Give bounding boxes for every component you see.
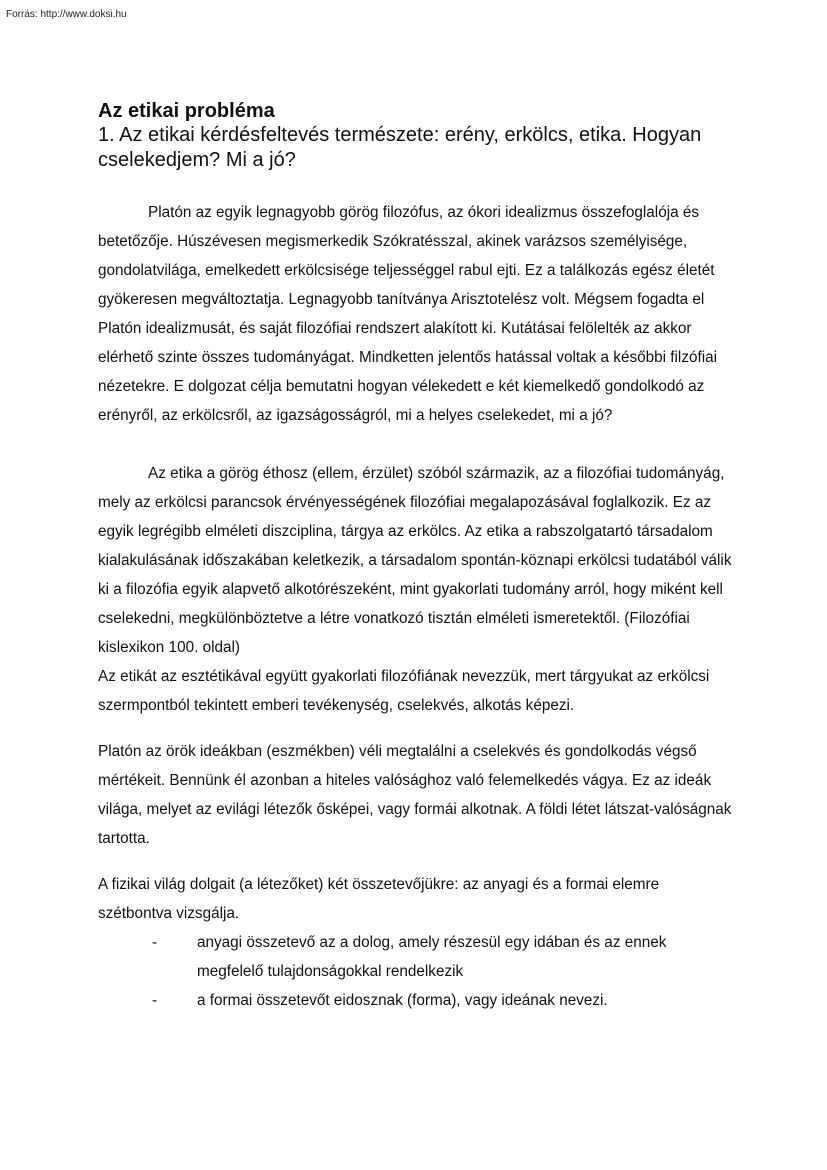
paragraph-practical-philosophy: Az etikát az esztétikával együtt gyakorlati filozófiának nevezzük, mert tárgyukat az erkölcsi szermpontból tekintett emberi tevékenység, cselekvés, alkotás képezi. — [98, 668, 710, 714]
source-line: Forrás: http://www.doksi.hu — [6, 9, 127, 20]
paragraph-plato-intro: Platón az egyik legnagyobb görög filozófus, az ókori idealizmus összefoglalója és betetőzője. Húszévesen megismerkedik Szókratésszal, akinek varázsos személyisége, gondolatvilága, emelkedett erkölcsisége teljességgel rabul ejti. Ez a találkozás egész életét gyökeresen megváltoztatja. Legnagyobb tanítványa Arisztotelész volt. Mégsem fogadta el Platón idealizmusát, és saját filozófiai rendszert alakított ki. Kutátásai felölelték az akkor elérhető szinte összes tudományágat. Mindketten jelentős hatással voltak a későbbi filzófiai nézetekre. E dolgozat célja bemutatni hogyan vélekedett e két kiemelkedő gondolkodó az erényről, az erkölcsről, az igazságosságról, mi a helyes cselekedet, mi a jó? — [98, 204, 718, 424]
component-list — [98, 928, 734, 1015]
paragraph-spacer — [98, 720, 734, 737]
list-marker: - — [152, 992, 158, 1009]
document-subtitle: 1. Az etikai kérdésfeltevés természete: erény, erkölcs, etika. Hogyan cselekedjem? Mi a jó? — [98, 124, 702, 171]
paragraph-ideas: Platón az örök ideákban (eszmékben) véli megtalálni a cselekvés és gondolkodás végső mértékeit. Bennünk él azonban a hiteles valósághoz való felemelkedés vágya. Ez az ideák világa, melyet az evilági létezők ősképei, vagy formái alkotnak. A földi létet látszat-valóságnak tartotta. — [98, 743, 732, 847]
document-title: Az etikai probléma — [98, 100, 275, 122]
document-body — [98, 99, 734, 1015]
list-item — [98, 986, 734, 1015]
paragraph-spacer — [98, 853, 734, 870]
paragraph-spacer — [98, 430, 734, 459]
list-marker: - — [152, 934, 158, 951]
list-item-text: anyagi összetevő az a dolog, amely részesül egy idában és az ennek megfelelő tulajdonságokkal rendelkezik — [197, 934, 667, 980]
list-item-text: a formai összetevőt eidosznak (forma), vagy ideának nevezi. — [197, 992, 608, 1009]
paragraph-ethics-definition: Az etika a görög éthosz (ellem, érzület) szóból származik, az a filozófiai tudományág, mely az erkölcsi parancsok érvényességének filozófiai megalapozásával foglalkozik. Ez az egyik legrégibb elméleti diszciplina, tárgya az erkölcs. Az etika a rabszolgatartó társadalom kialakulásának időszakában keletkezik, a társadalom spontán-köznapi erkölcsi tudatából válik ki a filozófia egyik alapvető alkotórészeként, mint gyakorlati tudomány arról, hogy miként kell cselekedni, megkülönböztetve a létre vonatkozó tisztán elméleti ismeretektől. (Filozófiai kislexikon 100. oldal) — [98, 465, 732, 656]
paragraph-physical-world: A fizikai világ dolgait (a létezőket) két összetevőjükre: az anyagi és a formai elemre szétbontva vizsgálja. — [98, 876, 660, 922]
list-item — [98, 928, 734, 986]
